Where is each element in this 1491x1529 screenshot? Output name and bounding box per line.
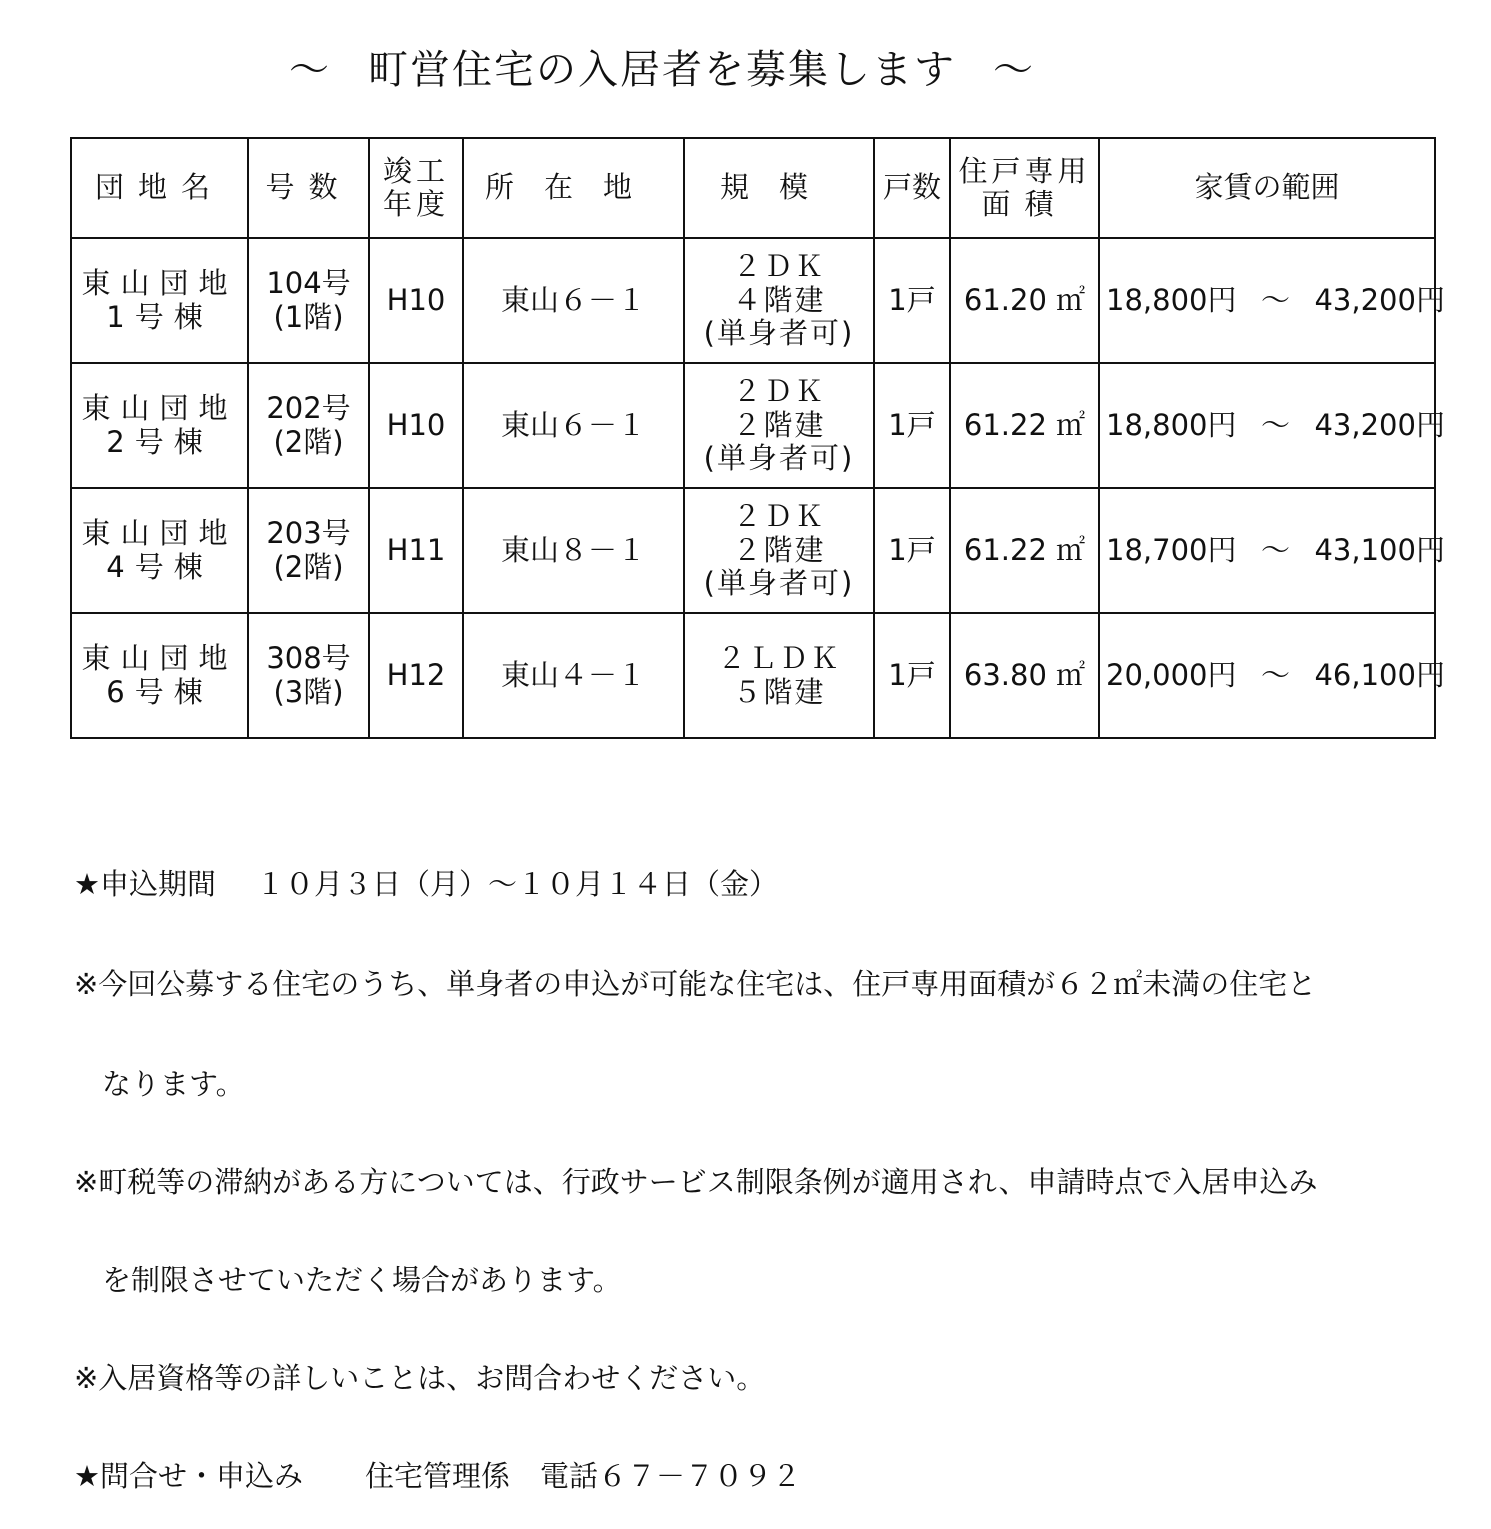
cell-area: 61.22 ㎡: [950, 488, 1099, 613]
contact-dept: 住宅管理係: [365, 1459, 511, 1493]
period-value: １０月３日（月）～１０月１４日（金）: [256, 867, 779, 901]
cell-room: 202号 (2階): [248, 363, 369, 488]
cell-rent: 18,700円 ～ 43,100円: [1099, 488, 1435, 613]
table-row: [71, 363, 1435, 488]
cell-year: H12: [369, 613, 463, 738]
contact-label: ★問合せ・申込み: [74, 1459, 303, 1493]
cell-units: 1戸: [874, 238, 950, 363]
table-row: [71, 613, 1435, 738]
cell-scale: ２ＬＤＫ ５階建: [684, 613, 874, 738]
cell-room: 203号 (2階): [248, 488, 369, 613]
cell-units: 1戸: [874, 613, 950, 738]
cell-address: 東山６－１: [463, 238, 684, 363]
note-inquiry: ※入居資格等の詳しいことは、お問合わせください。: [74, 1361, 766, 1395]
cell-address: 東山４－１: [463, 613, 684, 738]
cell-area: 63.80 ㎡: [950, 613, 1099, 738]
cell-address: 東山８－１: [463, 488, 684, 613]
cell-year: H10: [369, 363, 463, 488]
cell-room: 104号 (1階): [248, 238, 369, 363]
header-room: 号数: [248, 138, 369, 238]
page-title: [280, 38, 1040, 95]
cell-scale: ２ＤＫ ２階建 (単身者可): [684, 363, 874, 488]
cell-rent: 18,800円 ～ 43,200円: [1099, 363, 1435, 488]
contact-phone: 電話６７－７０９２: [540, 1459, 802, 1493]
cell-scale: ２ＤＫ ４階建 (単身者可): [684, 238, 874, 363]
title-text: 町営住宅の入居者を募集します: [368, 47, 956, 93]
cell-estate: 東山団地 1号棟: [71, 238, 248, 363]
contact-info: [74, 1454, 801, 1495]
cell-estate: 東山団地 6号棟: [71, 613, 248, 738]
cell-room: 308号 (3階): [248, 613, 369, 738]
cell-estate: 東山団地 4号棟: [71, 488, 248, 613]
table-header-row: [71, 138, 1435, 238]
cell-rent: 20,000円 ～ 46,100円: [1099, 613, 1435, 738]
application-period: [74, 862, 778, 903]
note-tax-line2: を制限させていただく場合があります。: [102, 1263, 622, 1297]
table-row: [71, 488, 1435, 613]
table-row: [71, 238, 1435, 363]
header-rent: 家賃の範囲: [1099, 138, 1435, 238]
cell-area: 61.22 ㎡: [950, 363, 1099, 488]
cell-area: 61.20 ㎡: [950, 238, 1099, 363]
header-area: 住戸専用 面積: [950, 138, 1099, 238]
cell-address: 東山６－１: [463, 363, 684, 488]
note-tax-line1: ※町税等の滞納がある方については、行政サービス制限条例が適用され、申請時点で入居申込み: [74, 1165, 1318, 1199]
header-year: 竣工 年度: [369, 138, 463, 238]
header-address: 所在地: [463, 138, 684, 238]
header-units: 戸数: [874, 138, 950, 238]
cell-year: H11: [369, 488, 463, 613]
title-left-tilde: ～: [289, 47, 331, 93]
cell-units: 1戸: [874, 488, 950, 613]
housing-table: [70, 137, 1445, 739]
header-scale: 規模: [684, 138, 874, 238]
note-single-line1: ※今回公募する住宅のうち、単身者の申込が可能な住宅は、住戸専用面積が６２㎡未満の住宅と: [74, 967, 1317, 1001]
cell-scale: ２ＤＫ ２階建 (単身者可): [684, 488, 874, 613]
cell-rent: 18,800円 ～ 43,200円: [1099, 238, 1435, 363]
cell-estate: 東山団地 2号棟: [71, 363, 248, 488]
cell-year: H10: [369, 238, 463, 363]
cell-units: 1戸: [874, 363, 950, 488]
note-single-line2: なります。: [102, 1067, 245, 1101]
title-right-tilde: ～: [993, 47, 1035, 93]
period-label: ★申込期間: [74, 867, 216, 901]
header-estate: 団地名: [71, 138, 248, 238]
